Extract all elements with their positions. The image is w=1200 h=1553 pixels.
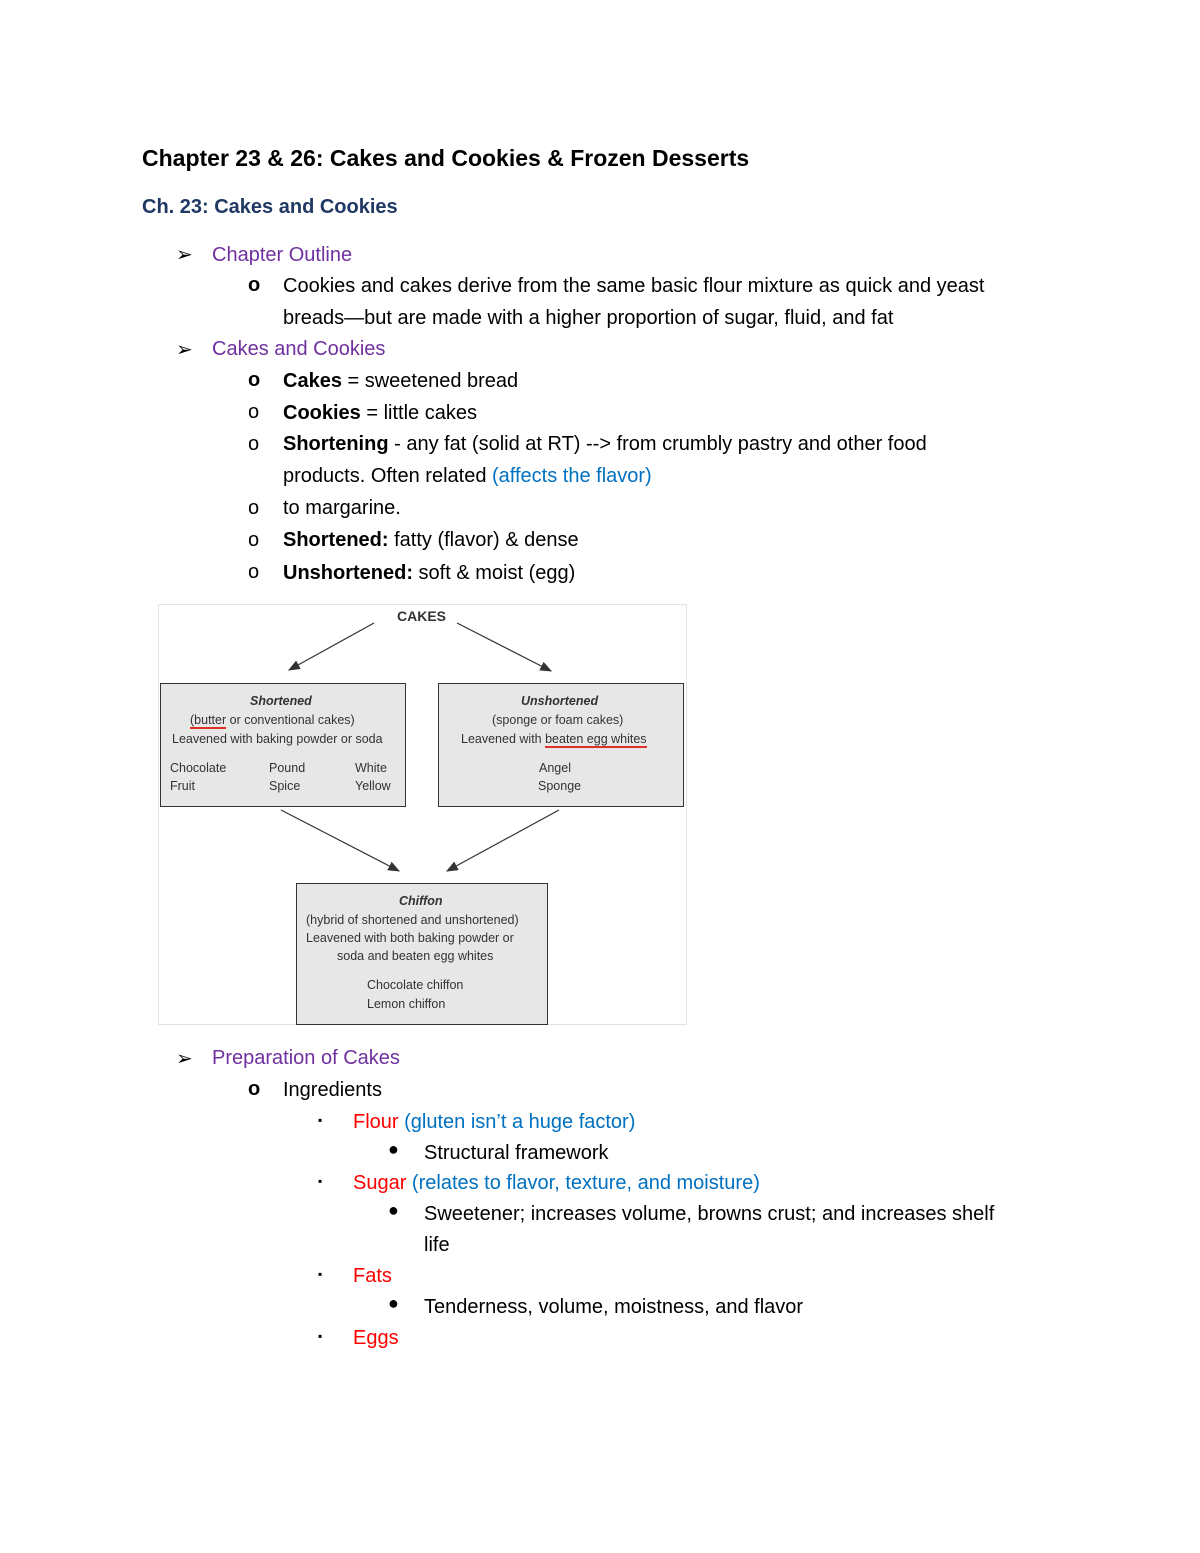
section-heading: Ch. 23: Cakes and Cookies [142, 196, 398, 218]
chiffon-item-b: Lemon chiffon [367, 997, 446, 1011]
flour-detail: Structural framework [424, 1142, 609, 1164]
arrow-shortened-to-chiffon [281, 810, 399, 871]
o-bullet-icon: o [248, 1078, 261, 1100]
outline-item-line2: breads—but are made with a higher proportion of sugar, fluid, and fat [283, 307, 894, 329]
definition: soft & moist (egg) [413, 562, 576, 584]
square-bullet-icon: ▪ [318, 1174, 323, 1188]
unshortened-item-b: Sponge [538, 779, 582, 793]
continuation: products. Often related [283, 465, 493, 487]
shortened-col3-b: Yellow [355, 779, 391, 793]
term: Unshortened: [283, 562, 413, 584]
unshortened-item-a: Angel [539, 761, 571, 775]
list-item-unshortened [283, 557, 575, 589]
chiffon-title: Chiffon [399, 894, 443, 908]
shortened-line1 [190, 711, 355, 729]
unshortened-line1: (sponge or foam cakes) [492, 713, 624, 727]
dot-bullet-icon: ● [388, 1200, 399, 1220]
ingredients-label: Ingredients [283, 1079, 382, 1101]
square-bullet-icon: ▪ [318, 1267, 323, 1281]
arrow-bullet-icon: ➢ [176, 1048, 193, 1070]
square-bullet-icon: ▪ [318, 1113, 323, 1127]
sugar-detail-line1: Sweetener; increases volume, browns crust; and increases shelf [424, 1203, 995, 1225]
chiffon-line2: Leavened with both baking powder or [306, 931, 514, 945]
term: Shortening [283, 433, 389, 455]
ingredient-name: Sugar [353, 1172, 407, 1194]
shortened-line1-rest: or conventional cakes) [226, 713, 355, 727]
outline-item-line1: Cookies and cakes derive from the same basic flour mixture as quick and yeast [283, 275, 985, 297]
cakes-diagram [158, 604, 687, 1025]
shortened-col1-b: Fruit [170, 779, 195, 793]
cakes-cookies-heading: Cakes and Cookies [212, 338, 386, 360]
arrow-bullet-icon: ➢ [176, 244, 193, 266]
shortened-col1-a: Chocolate [170, 761, 227, 775]
arrow-to-unshortened [457, 623, 551, 671]
list-item-margarine: to margarine. [283, 497, 401, 519]
sugar-detail-line2: life [424, 1234, 450, 1256]
square-bullet-icon: ▪ [318, 1329, 323, 1343]
definition: fatty (flavor) & dense [388, 529, 579, 551]
beaten-egg-whites-underlined: beaten egg whites [545, 732, 647, 746]
o-bullet-icon: o [248, 369, 261, 391]
term: Cakes [283, 370, 342, 392]
arrow-to-shortened [289, 623, 374, 670]
chiffon-item-a: Chocolate chiffon [367, 978, 464, 992]
page-title: Chapter 23 & 26: Cakes and Cookies & Frozen Desserts [142, 145, 750, 171]
fats-detail: Tenderness, volume, moistness, and flavor [424, 1296, 804, 1318]
ingredient-note: (gluten isn’t a huge factor) [398, 1111, 636, 1133]
ingredient-flour [353, 1106, 635, 1138]
arrow-unshortened-to-chiffon [447, 810, 559, 871]
dot-bullet-icon: ● [388, 1139, 399, 1159]
shortened-col2-a: Pound [269, 761, 306, 775]
term: Shortened: [283, 529, 389, 551]
shortened-title: Shortened [250, 694, 312, 708]
list-item-shortening-line2 [283, 460, 652, 492]
o-bullet-icon: o [248, 561, 260, 583]
unshortened-line2 [461, 730, 647, 748]
o-bullet-icon: o [248, 274, 261, 296]
chiffon-line3: soda and beaten egg whites [337, 949, 494, 963]
definition: - any fat (solid at RT) --> from crumbly pastry and other food [388, 433, 927, 455]
list-item-shortening [283, 428, 927, 460]
o-bullet-icon: o [248, 497, 260, 519]
arrow-bullet-icon: ➢ [176, 339, 193, 361]
outline-heading: Chapter Outline [212, 244, 353, 266]
preparation-heading: Preparation of Cakes [212, 1047, 400, 1069]
ingredient-name: Flour [353, 1111, 399, 1133]
o-bullet-icon: o [248, 401, 260, 423]
ingredient-sugar [353, 1167, 760, 1199]
shortened-col2-b: Spice [269, 779, 301, 793]
shortened-col3-a: White [355, 761, 387, 775]
unshortened-line2-start: Leavened with [461, 732, 546, 746]
dot-bullet-icon: ● [388, 1293, 399, 1313]
ingredient-note: (relates to flavor, texture, and moisture) [406, 1172, 760, 1194]
ingredient-fats: Fats [353, 1265, 392, 1287]
o-bullet-icon: o [248, 433, 260, 455]
chiffon-line1: (hybrid of shortened and unshortened) [306, 913, 519, 927]
note: (affects the flavor) [492, 465, 652, 487]
diagram-top-label: CAKES [397, 608, 447, 624]
o-bullet-icon: o [248, 529, 260, 551]
list-item-cakes [283, 365, 518, 397]
definition: = little cakes [360, 402, 477, 424]
list-item-cookies [283, 397, 477, 429]
butter-underlined: (butter [190, 713, 227, 727]
term: Cookies [283, 402, 361, 424]
unshortened-title: Unshortened [521, 694, 599, 708]
shortened-line2: Leavened with baking powder or soda [172, 732, 383, 746]
definition: = sweetened bread [341, 370, 519, 392]
ingredient-eggs: Eggs [353, 1327, 399, 1349]
list-item-shortened [283, 524, 579, 556]
